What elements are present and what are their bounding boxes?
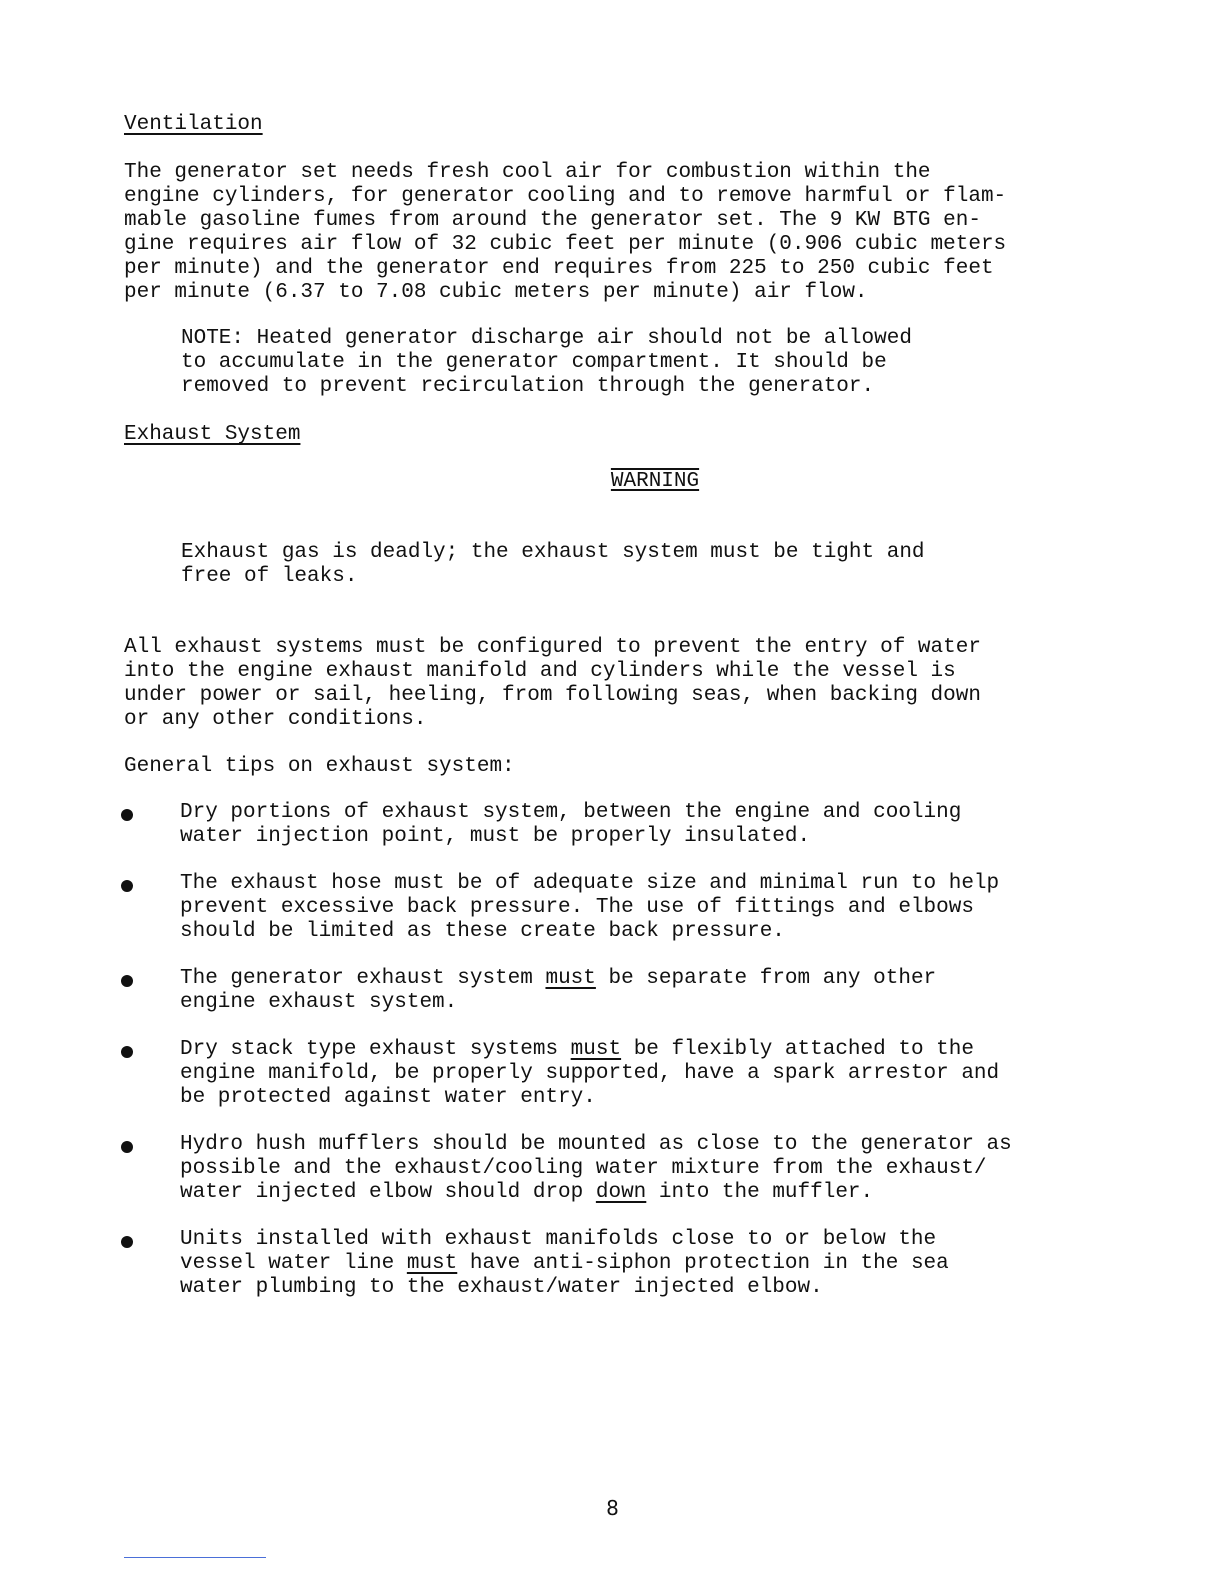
- tip-text: Hydro hush mufflers should be mounted as close to the generator as possible and the exhaust/cooling water mixture from the exhaust/ water injected elbow should drop: [180, 1133, 1012, 1204]
- tips-intro: General tips on exhaust system:: [124, 755, 515, 778]
- bullet-dot: [121, 975, 133, 987]
- tip-text: The generator exhaust system: [180, 967, 546, 990]
- bullet-dot: [121, 880, 133, 892]
- tip-text: be flexibly attached to the engine manifold, be properly supported, have a spark arrestor and be protected against water entry.: [180, 1038, 1000, 1109]
- bullet-dot: [121, 809, 133, 821]
- page-number: 8: [606, 1496, 619, 1520]
- tip-text: have anti-siphon protection in the sea water plumbing to the exhaust/water injected elbow.: [180, 1252, 949, 1299]
- tip-text: into the muffler.: [646, 1181, 874, 1204]
- tip-text: be separate from any other engine exhaust system.: [180, 967, 937, 1014]
- footer-rule: [124, 1557, 266, 1558]
- bullet-dot: [121, 1236, 133, 1248]
- ventilation-note: NOTE: Heated generator discharge air should not be allowed to accumulate in the generator compartment. It should be removed to prevent recirculation through the generator.: [181, 327, 912, 398]
- tip-emphasis: must: [545, 967, 596, 990]
- tip-emphasis: down: [595, 1181, 647, 1204]
- tip-text: Units installed with exhaust manifolds close to or below the vessel water line: [180, 1228, 937, 1275]
- bullet-dot: [121, 1046, 133, 1058]
- tip-emphasis: must: [570, 1038, 622, 1061]
- tip-text: Dry stack type exhaust systems: [180, 1038, 571, 1061]
- tip-emphasis: must: [406, 1252, 458, 1275]
- warning-text: Exhaust gas is deadly; the exhaust system must be tight and free of leaks.: [181, 541, 925, 588]
- tip-1: [180, 801, 1120, 849]
- tip-3: [180, 967, 1120, 1015]
- tip-4: [180, 1038, 1120, 1110]
- tip-text: Dry portions of exhaust system, between the engine and cooling water injection point, must be properly insulated.: [180, 801, 962, 848]
- tip-text: The exhaust hose must be of adequate size and minimal run to help prevent excessive back pressure. The use of fittings and elbows should be limited as these create back pressure.: [180, 872, 1000, 943]
- bullet-dot: [121, 1141, 133, 1153]
- exhaust-paragraph: All exhaust systems must be configured to prevent the entry of water into the engine exhaust manifold and cylinders while the vessel is under power or sail, heeling, from following seas, when backing down or any other conditions.: [124, 636, 981, 731]
- tip-5: [180, 1133, 1120, 1205]
- tip-2: [180, 872, 1120, 944]
- tip-6: [180, 1228, 1120, 1300]
- ventilation-paragraph: The generator set needs fresh cool air for combustion within the engine cylinders, for generator cooling and to remove harmful or flam- mable gasoline fumes from around the generator set. The 9 KW BTG en- gine requires air flow of 32 cubic feet per minute (0.906 cubic meters per minute) and the generator end requires from 225 to 250 cubic feet per minute (6.37 to 7.08 cubic meters per minute) air flow.: [124, 161, 1007, 304]
- warning-label: WARNING: [610, 470, 700, 493]
- ventilation-heading: Ventilation: [124, 113, 263, 136]
- exhaust-system-heading: Exhaust System: [124, 423, 301, 446]
